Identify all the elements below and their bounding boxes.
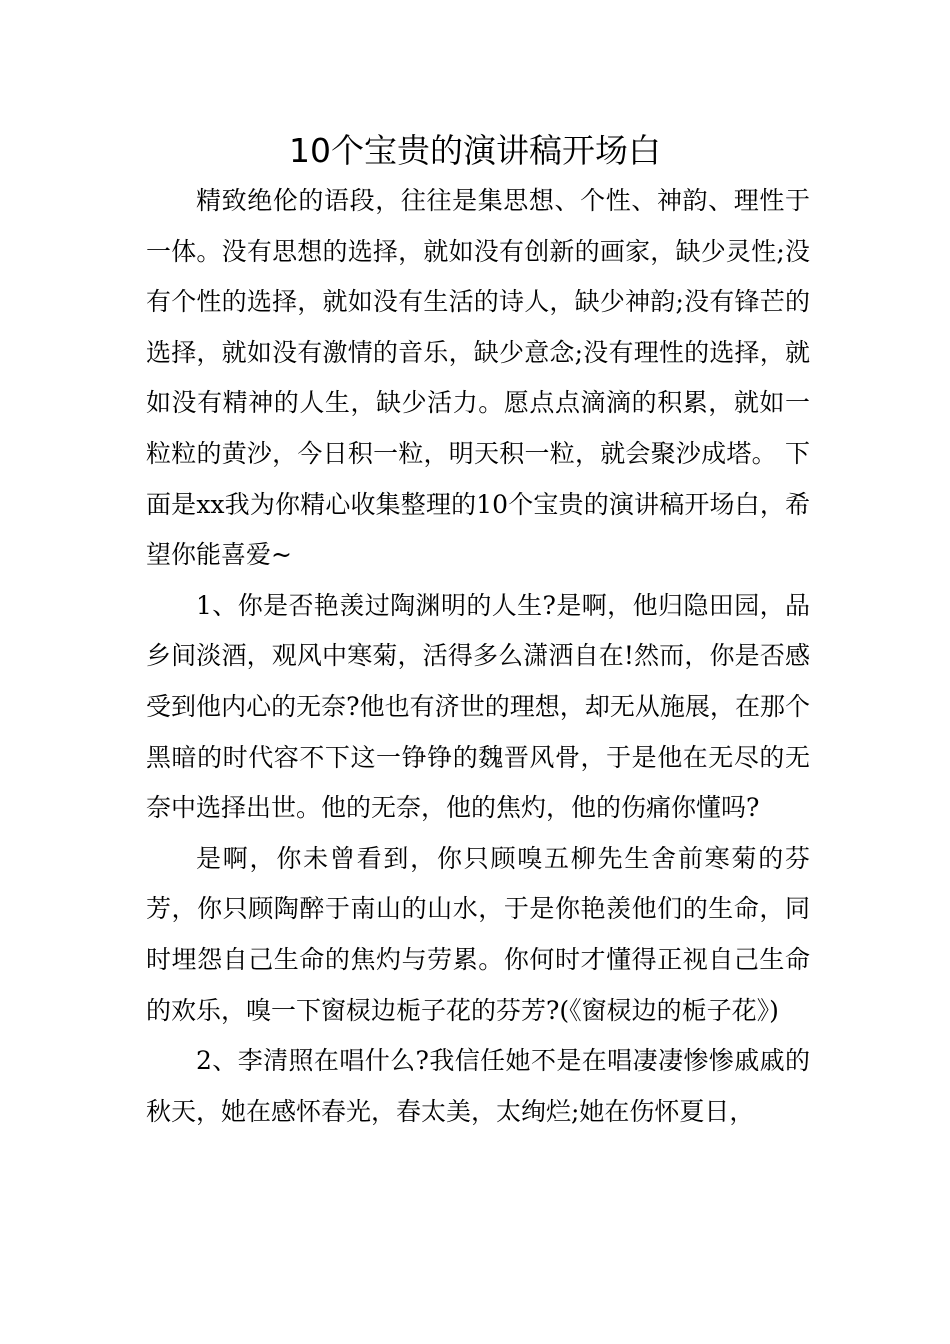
paragraph-2: 是啊，你未曾看到，你只顾嗅五柳先生舍前寒菊的芬芳，你只顾陶醉于南山的山水，于是你艳羡他们的生命，同时埋怨自己生命的焦灼与劳累。你何时才懂得正视自己生命的欢乐，嗅一下窗棂边栀子花的芬芳?(《窗棂边的栀子花》) [146,843,810,1025]
paragraph-1: 1、你是否艳羡过陶渊明的人生?是啊，他归隐田园，品乡间淡酒，观风中寒菊，活得多么潇洒自在!然而，你是否感受到他内心的无奈?他也有济世的理想，却无从施展，在那个黑暗的时代容不下这一铮铮的魏晋风骨，于是他在无尽的无奈中选择出世。他的无奈，他的焦灼，他的伤痛你懂吗? [146,590,810,823]
intro-paragraph: 精致绝伦的语段，往往是集思想、个性、神韵、理性于一体。没有思想的选择，就如没有创新的画家，缺少灵性;没有个性的选择，就如没有生活的诗人，缺少神韵;没有锋芒的选择，就如没有激情的音乐，缺少意念;没有理性的选择，就如没有精神的人生，缺少活力。愿点点滴滴的积累，就如一粒粒的黄沙，今日积一粒，明天积一粒，就会聚沙成塔。 下面是xx我为你精心收集整理的10个宝贵的演讲稿开场白，希望你能喜爱~ [146,186,810,570]
document-title: 10个宝贵的演讲稿开场白 [289,131,661,170]
document-body [146,176,810,1137]
paragraph-3: 2、李清照在唱什么?我信任她不是在唱凄凄惨惨戚戚的秋天，她在感怀春光，春太美，太绚烂;她在伤怀夏日， [146,1046,810,1126]
